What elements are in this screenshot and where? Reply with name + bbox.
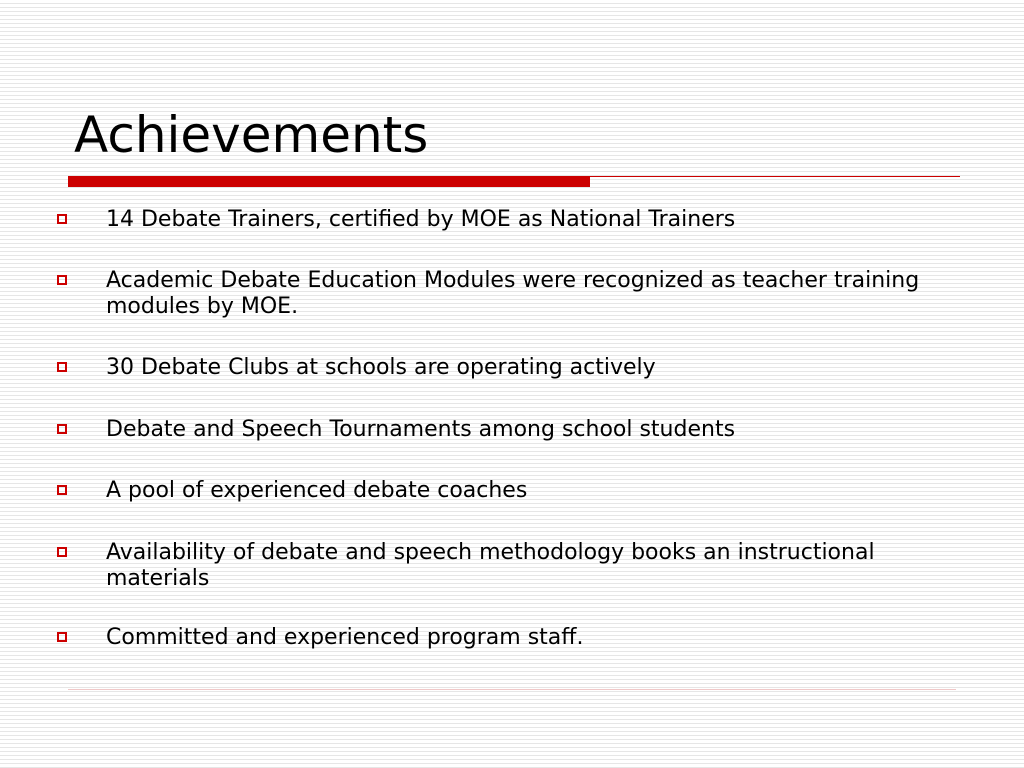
bullet-text: Academic Debate Education Modules were recognized as teacher training modules by MOE. [106,268,920,319]
bullet-text: Availability of debate and speech methodology books an instructional materials [106,540,875,591]
bullet-text: Debate and Speech Tournaments among school students [106,417,736,442]
bullet-text: Committed and experienced program staff. [106,625,584,650]
slide-title: Achievements [74,106,429,164]
footer-divider [68,689,956,690]
title-underline-thick [68,176,590,187]
hollow-square-icon [57,214,67,224]
bullet-text: 30 Debate Clubs at schools are operating actively [106,355,656,380]
hollow-square-icon [57,424,67,434]
bullet-text: 14 Debate Trainers, certified by MOE as National Trainers [106,207,736,232]
hollow-square-icon [57,362,67,372]
hollow-square-icon [57,632,67,642]
hollow-square-icon [57,275,67,285]
bullet-text: A pool of experienced debate coaches [106,478,528,503]
hollow-square-icon [57,485,67,495]
title-underline-thin [590,176,960,177]
hollow-square-icon [57,547,67,557]
